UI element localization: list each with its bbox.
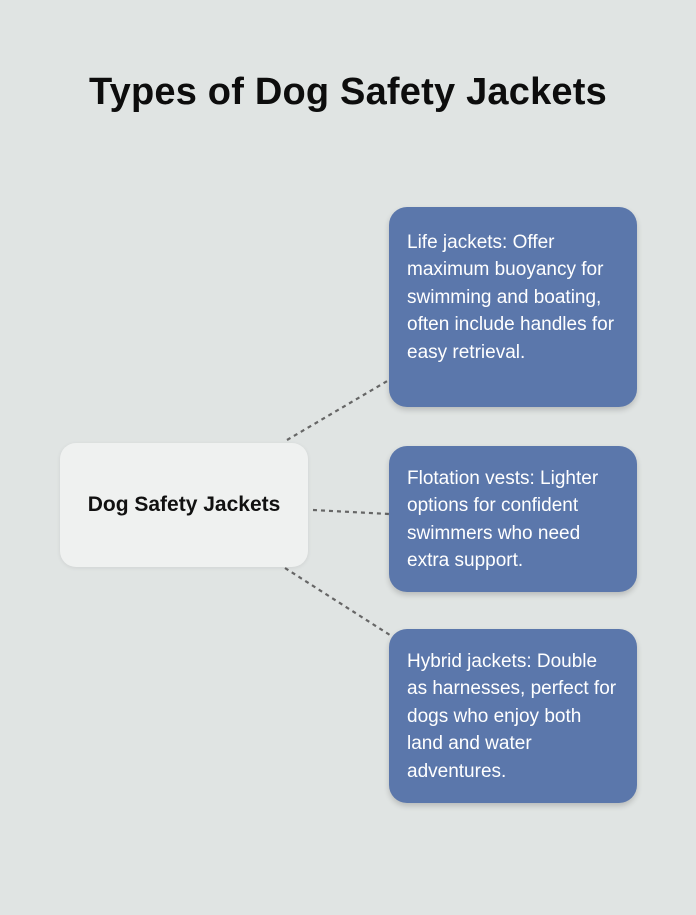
- diagram-title: Types of Dog Safety Jackets: [89, 71, 607, 113]
- root-node: [60, 443, 308, 567]
- branch-node-text: Hybrid jackets: Double as harnesses, perfect for dogs who enjoy both land and water adventures.: [407, 651, 617, 782]
- connector-life-jackets: [287, 380, 389, 440]
- branch-node-life-jackets: [389, 207, 637, 407]
- connector-hybrid-jackets: [285, 568, 393, 637]
- branch-node-flotation-vests: [389, 446, 637, 592]
- branch-node-text: Life jackets: Offer maximum buoyancy for swimming and boating, often include handles for easy retrieval.: [407, 232, 615, 363]
- branch-node-text: Flotation vests: Lighter options for confident swimmers who need extra support.: [407, 468, 599, 572]
- branch-node-hybrid-jackets: [389, 629, 637, 803]
- connector-flotation-vests: [313, 510, 389, 514]
- root-node-label: Dog Safety Jackets: [87, 493, 281, 516]
